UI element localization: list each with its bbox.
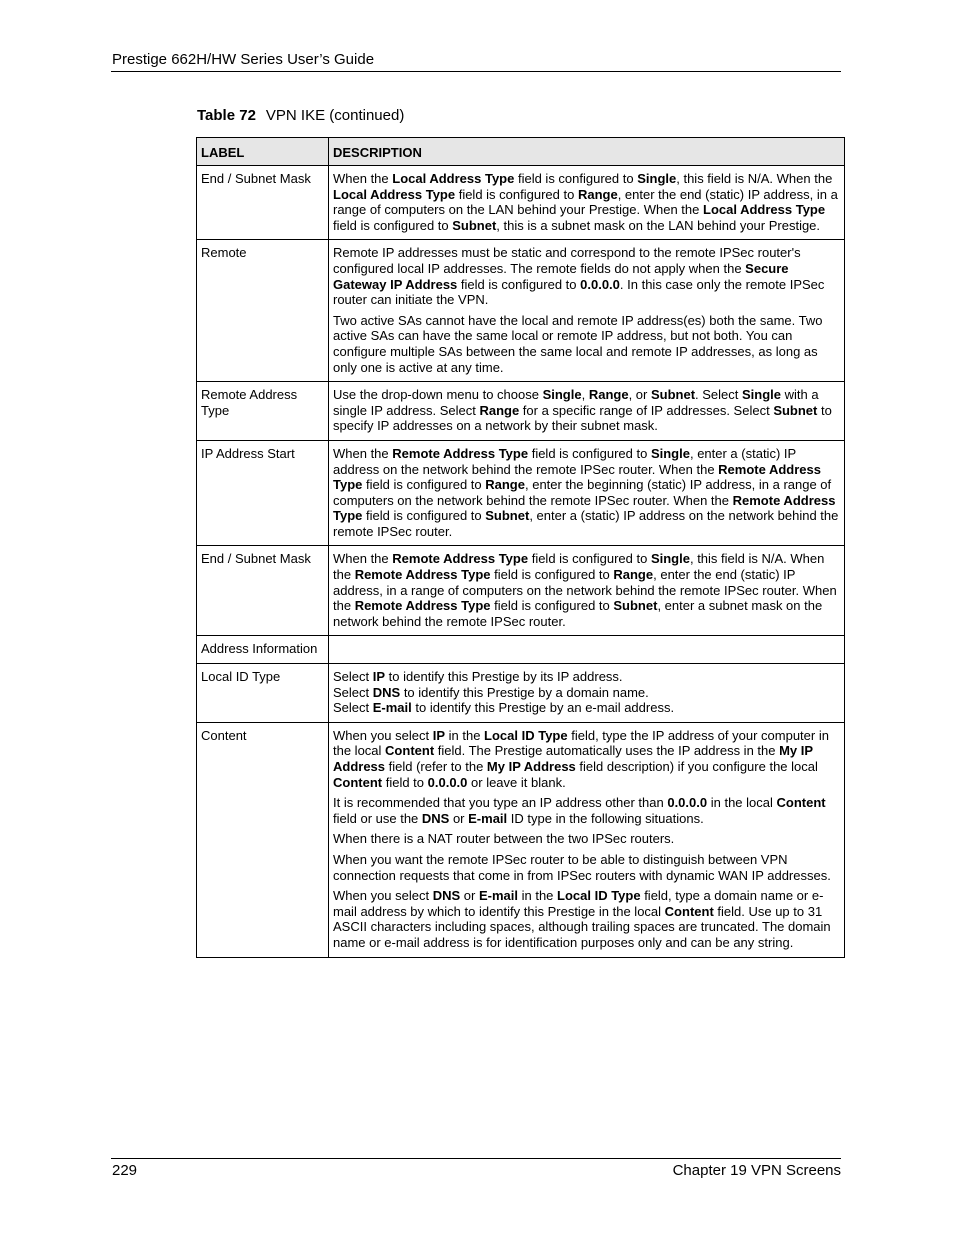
page-number: 229: [112, 1162, 138, 1179]
bold-term: Subnet: [773, 402, 818, 418]
table-row: [197, 636, 845, 664]
table-row: [197, 382, 845, 441]
text-run: , this is a subnet mask on the LAN behind your Prestige.: [496, 217, 821, 233]
description-paragraph: [333, 171, 840, 233]
text-run: field is configured to: [362, 477, 486, 493]
text-run: in the local: [707, 795, 777, 811]
text-run: ID type in the following situations.: [507, 810, 704, 826]
bold-term: Range: [485, 477, 525, 493]
text-run: When the: [333, 171, 393, 186]
header-divider: [111, 71, 841, 72]
table-header-row: [197, 138, 845, 166]
text-run: When the: [333, 551, 393, 567]
text-run: in the: [445, 727, 485, 743]
text-run: field is configured to: [333, 217, 453, 233]
text-run: field is configured to: [455, 186, 578, 202]
bold-term: Local ID Type: [557, 888, 641, 904]
text-run: field is configured to: [528, 551, 651, 567]
bold-term: IP: [372, 669, 386, 685]
row-description: [329, 382, 845, 441]
bold-term: Range: [479, 402, 520, 418]
text-run: field is configured to: [457, 276, 581, 292]
text-run: with a single IP address. Select: [333, 387, 819, 418]
row-description: [329, 166, 845, 240]
bold-term: Secure Gateway IP Address: [333, 260, 789, 292]
text-run: field (refer to the: [385, 759, 487, 774]
bold-term: Local ID Type: [484, 727, 568, 743]
text-run: Two active SAs cannot have the local and remote IP address(es) both the same. Two active SAs can have the same local or remote IP address, but not both. You can configure multiple SAs between the same local and remote IP addresses, as long as only one is active at any time.: [333, 312, 823, 375]
text-run: Select: [333, 669, 373, 685]
description-paragraph: [333, 852, 840, 883]
bold-term: Remote Address Type: [354, 598, 491, 614]
text-run: , this field is N/A. When the: [676, 171, 833, 186]
text-run: , enter the end (static) IP address, in a range of computers on the network behind the remote IPSec router. When the: [333, 567, 837, 614]
bold-term: Single: [650, 551, 690, 567]
row-label: Content: [197, 722, 329, 957]
description-paragraph: [333, 831, 840, 847]
bold-term: My IP Address: [333, 743, 813, 774]
row-label: Address Information: [197, 636, 329, 664]
bold-term: Single: [542, 387, 582, 403]
footer-divider: [111, 1158, 841, 1159]
bold-term: Range: [588, 387, 629, 403]
text-run: or: [460, 888, 479, 904]
table-caption-text: VPN IKE (continued): [265, 107, 405, 124]
text-run: field is configured to: [528, 445, 651, 461]
vpn-ike-table: [196, 137, 845, 958]
text-run: ,: [581, 387, 589, 403]
row-label: Remote: [197, 240, 329, 382]
bold-term: DNS: [421, 810, 450, 826]
bold-term: Subnet: [613, 598, 658, 614]
description-paragraph: [333, 551, 840, 629]
table-caption: [197, 107, 404, 125]
text-run: , or: [628, 387, 651, 403]
bold-term: E-mail: [468, 810, 508, 826]
table-row: [197, 664, 845, 723]
chapter-title: Chapter 19 VPN Screens: [672, 1162, 841, 1179]
bold-term: Remote Address Type: [392, 551, 529, 567]
bold-term: Subnet: [650, 387, 696, 403]
description-paragraph: [333, 245, 840, 307]
text-run: , enter the end (static) IP address, in a range of computers on the LAN behind your Prestige. When the: [333, 186, 838, 218]
text-run: Remote IP addresses must be static and correspond to the remote IPSec router's configured local IP addresses. The remote fields do not apply when the: [333, 245, 801, 276]
text-run: , enter a (static) IP address on the network behind the remote IPSec router. When the: [333, 445, 796, 477]
bold-term: DNS: [432, 888, 461, 904]
table-row: [197, 166, 845, 240]
bold-term: DNS: [372, 684, 401, 700]
description-column-header: DESCRIPTION: [329, 138, 845, 166]
table-row: [197, 546, 845, 636]
description-paragraph: [333, 387, 840, 434]
table-caption-number: Table 72: [197, 107, 256, 124]
row-label: Local ID Type: [197, 664, 329, 723]
text-run: to identify this Prestige by a domain name.: [400, 684, 649, 700]
bold-term: Remote Address Type: [333, 492, 836, 524]
text-run: , this field is N/A. When the: [333, 551, 825, 583]
text-run: field is configured to: [490, 598, 614, 614]
bold-term: 0.0.0.0: [667, 795, 708, 811]
row-description: [329, 636, 845, 664]
text-run: When there is a NAT router between the two IPSec routers.: [333, 831, 675, 847]
description-paragraph: [333, 728, 840, 790]
text-run: field. The Prestige automatically uses the IP address in the: [434, 743, 780, 759]
text-run: field. Use up to 31 ASCII characters including spaces, although trailing spaces are truncated. The domain name or e-mail address is for identification purposes only and can be any string.: [333, 903, 831, 950]
text-run: field description) if you configure the local: [575, 759, 818, 774]
row-description: [329, 546, 845, 636]
description-paragraph: [333, 313, 840, 375]
description-paragraph: [333, 888, 840, 950]
text-run: Use the drop-down menu to choose: [333, 387, 543, 403]
text-run: Select: [333, 684, 373, 700]
bold-term: Content: [333, 774, 383, 790]
text-run: field, type a domain name or e-mail address by which to identify this Prestige in the local: [333, 888, 824, 919]
text-run: When you select: [333, 888, 433, 904]
bold-term: My IP Address: [486, 759, 576, 774]
bold-term: 0.0.0.0: [580, 276, 620, 292]
bold-term: Subnet: [452, 217, 497, 233]
text-run: When you want the remote IPSec router to be able to distinguish between VPN connection requests that come in from IPSec routers with dynamic WAN IP addresses.: [333, 851, 831, 883]
table-row: [197, 240, 845, 382]
row-label: End / Subnet Mask: [197, 546, 329, 636]
bold-term: 0.0.0.0: [427, 774, 468, 790]
text-run: , enter the beginning (static) IP address, in a range of computers on the network behind the remote IPSec router. When the: [333, 477, 832, 508]
text-run: It is recommended that you type an IP address other than: [333, 795, 668, 811]
text-run: to identify this Prestige by an e-mail address.: [411, 700, 675, 716]
text-run: , enter a (static) IP address on the network behind the remote IPSec router.: [333, 508, 839, 539]
bold-term: Range: [613, 567, 654, 583]
text-run: to specify IP addresses on a network by their subnet mask.: [333, 402, 832, 434]
bold-term: Local Address Type: [703, 202, 826, 218]
label-column-header: LABEL: [197, 138, 329, 166]
bold-term: Remote Address Type: [392, 445, 529, 461]
bold-term: Content: [385, 743, 435, 759]
text-run: or leave it blank.: [467, 774, 566, 790]
row-label: End / Subnet Mask: [197, 166, 329, 240]
text-run: in the: [517, 888, 558, 904]
bold-term: Single: [650, 445, 690, 461]
row-description: [329, 440, 845, 546]
bold-term: Content: [776, 795, 826, 811]
description-paragraph: [333, 446, 840, 540]
description-paragraph: [333, 795, 840, 826]
text-run: , enter a subnet mask on the network behind the remote IPSec router.: [333, 598, 823, 629]
bold-term: Single: [637, 171, 677, 186]
row-label: Remote Address Type: [197, 382, 329, 441]
bold-term: E-mail: [372, 700, 412, 716]
text-run: field is configured to: [514, 171, 638, 186]
text-run: When you select: [333, 727, 433, 743]
text-run: Select: [333, 700, 373, 716]
bold-term: Local Address Type: [392, 171, 515, 186]
bold-term: Remote Address Type: [354, 567, 491, 583]
text-run: . In this case only the remote IPSec router can initiate the VPN.: [333, 276, 825, 308]
text-run: for a specific range of IP addresses. Select: [519, 402, 774, 418]
text-run: When the: [333, 445, 393, 461]
table-row: [197, 722, 845, 957]
bold-term: IP: [432, 727, 446, 743]
bold-term: Local Address Type: [333, 186, 456, 202]
row-description: [329, 664, 845, 723]
text-run: . Select: [695, 387, 742, 403]
bold-term: Remote Address Type: [333, 461, 821, 493]
bold-term: E-mail: [478, 888, 518, 904]
bold-term: Subnet: [485, 508, 530, 524]
row-description: [329, 722, 845, 957]
description-paragraph: [333, 669, 840, 716]
bold-term: Content: [664, 903, 714, 919]
table-body: [197, 166, 845, 958]
row-label: IP Address Start: [197, 440, 329, 546]
text-run: field is configured to: [490, 567, 614, 583]
text-run: field to: [382, 774, 428, 790]
running-header-title: Prestige 662H/HW Series User’s Guide: [112, 51, 375, 68]
row-description: [329, 240, 845, 382]
bold-term: Range: [577, 186, 618, 202]
text-run: or: [449, 810, 469, 826]
bold-term: Single: [742, 387, 782, 403]
text-run: field is configured to: [362, 508, 486, 524]
text-run: field, type the IP address of your computer in the local: [333, 727, 829, 759]
text-run: field or use the: [333, 810, 422, 826]
table-row: [197, 440, 845, 546]
text-run: to identify this Prestige by its IP address.: [385, 669, 623, 685]
